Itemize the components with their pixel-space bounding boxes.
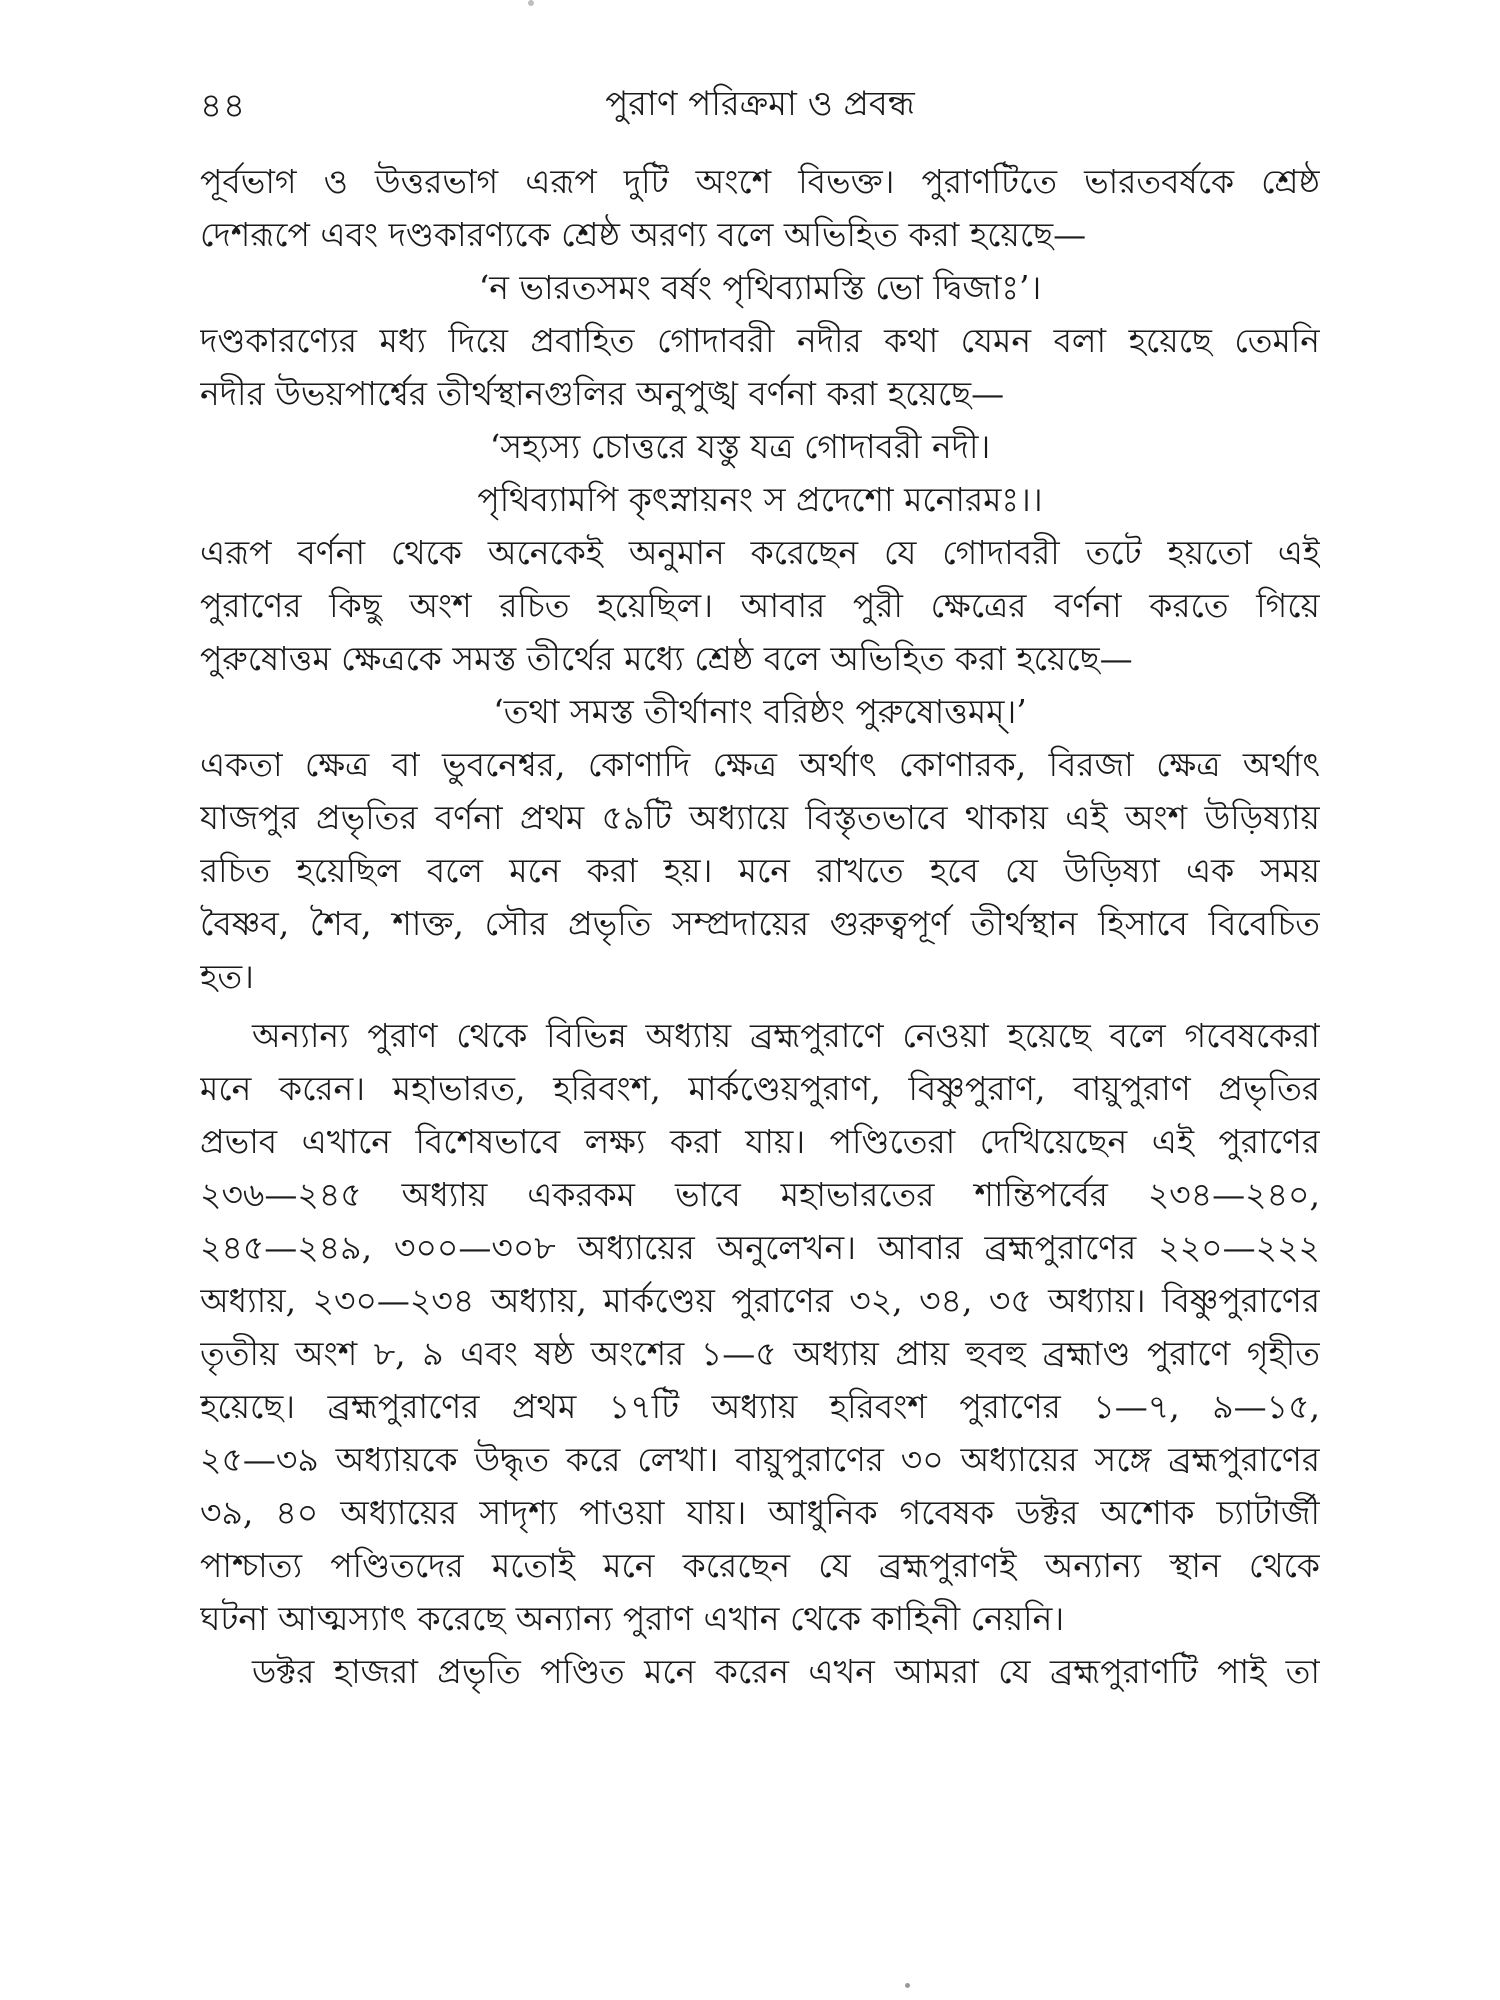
- text-line: ২৩৬—২৪৫ অধ্যায় একরকম ভাবে মহাভারতের শান্তিপর্বের ২৩৪—২৪০,: [200, 1175, 1320, 1214]
- text-line: পুরুষোত্তম ক্ষেত্রকে সমস্ত তীর্থের মধ্যে শ্রেষ্ঠ বলে অভিহিত করা হয়েছে—: [200, 639, 1133, 678]
- text-line: ২৪৫—২৪৯, ৩০০—৩০৮ অধ্যায়ের অনুলেখন। আবার ব্রহ্মপুরাণের ২২০—২২২: [200, 1228, 1320, 1267]
- text-line: অধ্যায়, ২৩০—২৩৪ অধ্যায়, মার্কণ্ডেয় পুরাণের ৩২, ৩৪, ৩৫ অধ্যায়। বিষ্ণুপুরাণের: [200, 1281, 1320, 1320]
- text-line: অন্যান্য পুরাণ থেকে বিভিন্ন অধ্যায় ব্রহ্মপুরাণে নেওয়া হয়েছে বলে গবেষকেরা: [252, 1016, 1320, 1055]
- text-line: একতা ক্ষেত্র বা ভুবনেশ্বর, কোণাদি ক্ষেত্র অর্থাৎ কোণারক, বিরজা ক্ষেত্র অর্থাৎ: [200, 745, 1320, 784]
- text-line: নদীর উভয়পার্শ্বের তীর্থস্থানগুলির অনুপুঙ্খ বর্ণনা করা হয়েছে—: [200, 374, 1005, 413]
- page-header: [200, 70, 1320, 130]
- verse-line: ‘তথা সমস্ত তীর্থানাং বরিষ্ঠং পুরুষোত্তমম্।’: [493, 692, 1027, 731]
- body-text: [200, 155, 1320, 1698]
- text-line: পূর্বভাগ ও উত্তরভাগ এরূপ দুটি অংশে বিভক্ত। পুরাণটিতে ভারতবর্ষকে শ্রেষ্ঠ: [200, 162, 1320, 201]
- text-line: দেশরূপে এবং দণ্ডকারণ্যকে শ্রেষ্ঠ অরণ্য বলে অভিহিত করা হয়েছে—: [200, 215, 1087, 254]
- verse-line: ‘সহ্যস্য চোত্তরে যস্তু যত্র গোদাবরী নদী।: [489, 427, 991, 466]
- text-line: রচিত হয়েছিল বলে মনে করা হয়। মনে রাখতে হবে যে উড়িষ্যা এক সময়: [200, 851, 1320, 890]
- scan-mark: [528, 0, 534, 6]
- text-line: ৩৯, ৪০ অধ্যায়ের সাদৃশ্য পাওয়া যায়। আধুনিক গবেষক ডক্টর অশোক চ্যাটার্জী: [200, 1493, 1320, 1532]
- text-line: মনে করেন। মহাভারত, হরিবংশ, মার্কণ্ডেয়পুরাণ, বিষ্ণুপুরাণ, বায়ুপুরাণ প্রভৃতির: [200, 1069, 1320, 1108]
- text-line: প্রভাব এখানে বিশেষভাবে লক্ষ্য করা যায়। পণ্ডিতেরা দেখিয়েছেন এই পুরাণের: [200, 1122, 1320, 1161]
- running-title: পুরাণ পরিক্রমা ও প্রবন্ধ: [605, 84, 915, 124]
- scan-mark-bottom: [905, 1983, 910, 1988]
- text-line: হত।: [200, 957, 254, 996]
- text-line: দণ্ডকারণ্যের মধ্য দিয়ে প্রবাহিত গোদাবরী নদীর কথা যেমন বলা হয়েছে তেমনি: [200, 321, 1320, 360]
- page-number: ৪৪: [200, 86, 247, 126]
- text-line: হয়েছে। ব্রহ্মপুরাণের প্রথম ১৭টি অধ্যায় হরিবংশ পুরাণের ১—৭, ৯—১৫,: [200, 1387, 1320, 1426]
- verse-line: পৃথিব্যামপি কৃৎস্নায়নং স প্রদেশো মনোরমঃ।।: [477, 480, 1043, 519]
- text-line: ঘটনা আত্মস্যাৎ করেছে অন্যান্য পুরাণ এখান থেকে কাহিনী নেয়নি।: [200, 1599, 1065, 1638]
- text-line: এরূপ বর্ণনা থেকে অনেকেই অনুমান করেছেন যে গোদাবরী তটে হয়তো এই: [200, 533, 1320, 572]
- text-line: তৃতীয় অংশ ৮, ৯ এবং ষষ্ঠ অংশের ১—৫ অধ্যায় প্রায় হুবহু ব্রহ্মাণ্ড পুরাণে গৃহীত: [200, 1334, 1320, 1373]
- text-line: ডক্টর হাজরা প্রভৃতি পণ্ডিত মনে করেন এখন আমরা যে ব্রহ্মপুরাণটি পাই তা: [252, 1652, 1320, 1691]
- text-line: যাজপুর প্রভৃতির বর্ণনা প্রথম ৫৯টি অধ্যায়ে বিস্তৃতভাবে থাকায় এই অংশ উড়িষ্যায়: [200, 798, 1320, 837]
- text-line: পাশ্চাত্য পণ্ডিতদের মতোই মনে করেছেন যে ব্রহ্মপুরাণই অন্যান্য স্থান থেকে: [200, 1546, 1320, 1585]
- verse-line: ‘ন ভারতসমং বর্ষং পৃথিব্যামস্তি ভো দ্বিজাঃ’।: [478, 268, 1042, 307]
- text-line: বৈষ্ণব, শৈব, শাক্ত, সৌর প্রভৃতি সম্প্রদায়ের গুরুত্বপূর্ণ তীর্থস্থান হিসাবে বিবেচিত: [200, 904, 1320, 943]
- text-line: ২৫—৩৯ অধ্যায়কে উদ্ধৃত করে লেখা। বায়ুপুরাণের ৩০ অধ্যায়ের সঙ্গে ব্রহ্মপুরাণের: [200, 1440, 1320, 1479]
- text-line: পুরাণের কিছু অংশ রচিত হয়েছিল। আবার পুরী ক্ষেত্রের বর্ণনা করতে গিয়ে: [200, 586, 1320, 625]
